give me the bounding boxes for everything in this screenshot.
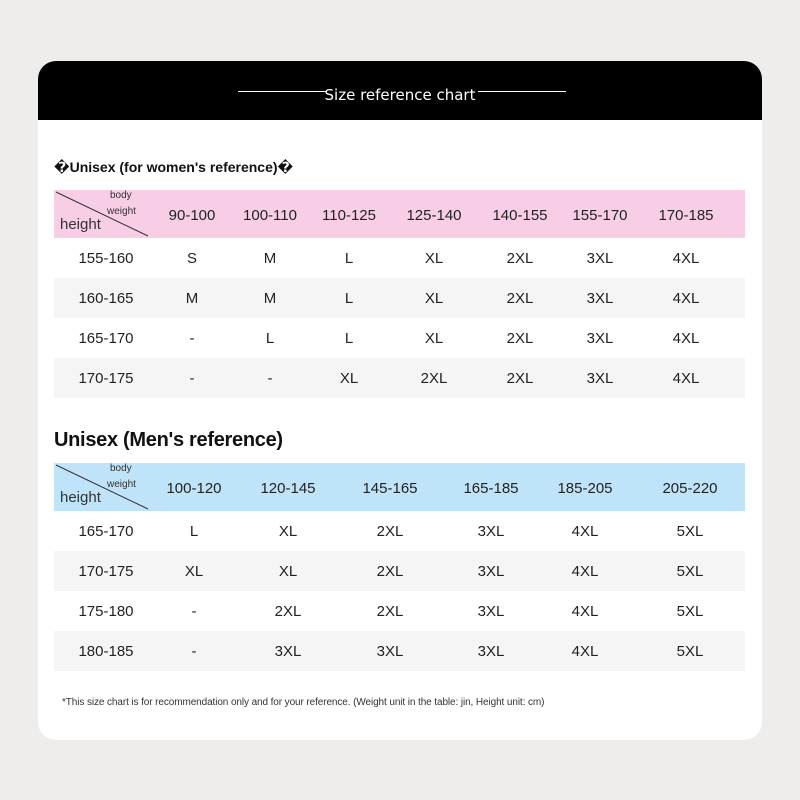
size-cell: 3XL bbox=[477, 603, 505, 620]
weight-header-cell: 145-165 bbox=[362, 480, 418, 497]
women-size-table bbox=[54, 190, 745, 398]
size-cell: 3XL bbox=[586, 330, 614, 347]
size-cell: XL bbox=[184, 563, 204, 580]
corner-height-label: height bbox=[60, 216, 101, 233]
size-cell: L bbox=[344, 290, 354, 307]
size-cell: 2XL bbox=[376, 523, 404, 540]
size-cell: 2XL bbox=[376, 563, 404, 580]
size-cell: 3XL bbox=[274, 643, 302, 660]
height-cell: 160-165 bbox=[78, 290, 134, 307]
size-cell: XL bbox=[424, 290, 444, 307]
size-cell: 4XL bbox=[571, 523, 599, 540]
men-size-table bbox=[54, 463, 745, 671]
size-cell: 4XL bbox=[571, 643, 599, 660]
size-cell: L bbox=[265, 330, 275, 347]
weight-header-cell: 155-170 bbox=[572, 207, 628, 224]
size-cell: 3XL bbox=[477, 643, 505, 660]
size-cell: - bbox=[191, 603, 197, 620]
size-cell: XL bbox=[339, 370, 359, 387]
table-row bbox=[54, 358, 745, 398]
height-cell: 165-170 bbox=[78, 523, 134, 540]
size-cell: - bbox=[191, 643, 197, 660]
weight-header-cell: 100-120 bbox=[166, 480, 222, 497]
weight-header-cell: 120-145 bbox=[260, 480, 316, 497]
size-cell: - bbox=[267, 370, 273, 387]
table-header bbox=[54, 463, 745, 511]
height-cell: 170-175 bbox=[78, 563, 134, 580]
size-cell: M bbox=[263, 250, 277, 267]
title-banner bbox=[38, 61, 762, 120]
corner-cell bbox=[54, 463, 150, 511]
table-row bbox=[54, 551, 745, 591]
size-cell: 5XL bbox=[676, 523, 704, 540]
height-cell: 180-185 bbox=[78, 643, 134, 660]
size-cell: 3XL bbox=[376, 643, 404, 660]
women-section-title: �Unisex (for women's reference)� bbox=[54, 159, 294, 175]
table-header bbox=[54, 190, 745, 238]
table-row bbox=[54, 318, 745, 358]
size-cell: 2XL bbox=[376, 603, 404, 620]
size-cell: - bbox=[189, 370, 195, 387]
page-title: Size reference chart bbox=[324, 86, 476, 104]
corner-weight-label: weight bbox=[107, 479, 136, 490]
size-cell: 4XL bbox=[672, 250, 700, 267]
table-row bbox=[54, 278, 745, 318]
size-cell: 2XL bbox=[506, 250, 534, 267]
size-cell: - bbox=[189, 330, 195, 347]
size-cell: L bbox=[344, 250, 354, 267]
weight-header-cell: 100-110 bbox=[243, 207, 297, 224]
size-cell: M bbox=[185, 290, 199, 307]
footnote: *This size chart is for recommendation only and for your reference. (Weight unit in the table: jin, Height unit: cm) bbox=[62, 697, 545, 708]
weight-header-cell: 185-205 bbox=[557, 480, 613, 497]
size-cell: 2XL bbox=[506, 330, 534, 347]
weight-header-cell: 140-155 bbox=[492, 207, 548, 224]
size-cell: 3XL bbox=[586, 370, 614, 387]
size-cell: S bbox=[186, 250, 198, 267]
corner-height-label: height bbox=[60, 489, 101, 506]
size-cell: 4XL bbox=[672, 330, 700, 347]
size-cell: 4XL bbox=[672, 290, 700, 307]
weight-header-cell: 165-185 bbox=[463, 480, 519, 497]
size-cell: 3XL bbox=[477, 523, 505, 540]
table-row bbox=[54, 238, 745, 278]
table-row bbox=[54, 511, 745, 551]
corner-weight-label: weight bbox=[107, 206, 136, 217]
size-cell: 5XL bbox=[676, 643, 704, 660]
size-cell: XL bbox=[278, 563, 298, 580]
size-cell: M bbox=[263, 290, 277, 307]
corner-body-label: body bbox=[110, 463, 132, 474]
size-cell: 3XL bbox=[586, 290, 614, 307]
height-cell: 170-175 bbox=[78, 370, 134, 387]
size-cell: 3XL bbox=[586, 250, 614, 267]
size-cell: 2XL bbox=[506, 290, 534, 307]
men-section-title: Unisex (Men's reference) bbox=[54, 429, 283, 451]
size-cell: L bbox=[344, 330, 354, 347]
size-cell: 4XL bbox=[571, 603, 599, 620]
size-cell: 2XL bbox=[506, 370, 534, 387]
size-chart-card bbox=[38, 61, 762, 740]
weight-header-cell: 170-185 bbox=[658, 207, 714, 224]
height-cell: 165-170 bbox=[78, 330, 134, 347]
weight-header-cell: 90-100 bbox=[168, 207, 216, 224]
size-cell: 5XL bbox=[676, 563, 704, 580]
size-cell: 3XL bbox=[477, 563, 505, 580]
weight-header-cell: 110-125 bbox=[322, 207, 376, 224]
table-row bbox=[54, 591, 745, 631]
size-cell: 2XL bbox=[420, 370, 448, 387]
size-cell: XL bbox=[278, 523, 298, 540]
height-cell: 155-160 bbox=[78, 250, 134, 267]
size-cell: 5XL bbox=[676, 603, 704, 620]
height-cell: 175-180 bbox=[78, 603, 134, 620]
table-row bbox=[54, 631, 745, 671]
size-cell: XL bbox=[424, 250, 444, 267]
weight-header-cell: 125-140 bbox=[406, 207, 462, 224]
corner-cell bbox=[54, 190, 150, 238]
size-cell: 4XL bbox=[571, 563, 599, 580]
size-cell: XL bbox=[424, 330, 444, 347]
weight-header-cell: 205-220 bbox=[662, 480, 718, 497]
size-cell: 2XL bbox=[274, 603, 302, 620]
size-cell: 4XL bbox=[672, 370, 700, 387]
corner-body-label: body bbox=[110, 190, 132, 201]
size-cell: L bbox=[189, 523, 199, 540]
